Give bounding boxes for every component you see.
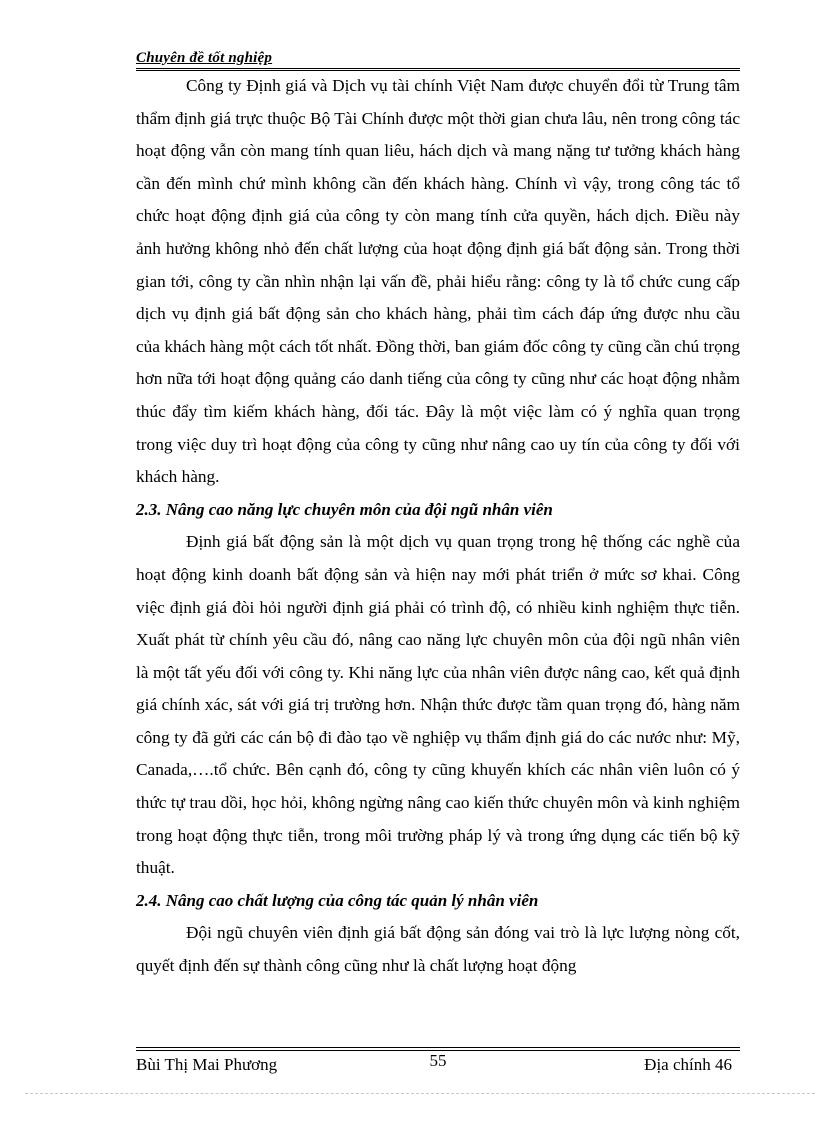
paragraph-intro: Công ty Định giá và Dịch vụ tài chính Việt Nam được chuyển đổi từ Trung tâm thẩm định giá trực thuộc Bộ Tài Chính được một thời gian chưa lâu, nên trong công tác hoạt động vẫn còn mang tính quan liêu, hách dịch và mang nặng tư tưởng khách hàng cần đến mình chứ mình không cần đến khách hàng. Chính vì vậy, trong công tác tổ chức hoạt động định giá của công ty còn mang tính cửa quyền, hách dịch. Điều này ảnh hưởng không nhỏ đến chất lượng của hoạt động định giá bất động sản. Trong thời gian tới, công ty cần nhìn nhận lại vấn đề, phải hiểu rằng: công ty là tổ chức cung cấp dịch vụ định giá bất động sản cho khách hàng, phải tìm cách đáp ứng được nhu cầu của khách hàng một cách tốt nhất. Đồng thời, ban giám đốc công ty cũng cần chú trọng hơn nữa tới hoạt động quảng cáo danh tiếng của công ty cũng như các hoạt động nhằm thúc đẩy tìm kiếm khách hàng, đối tác. Đây là một việc làm có ý nghĩa quan trọng trong việc duy trì hoạt động của công ty cũng như nâng cao uy tín của công ty đối với khách hàng. xyxy=(136,76,740,487)
page-footer xyxy=(136,1043,740,1083)
section-heading-2-3: 2.3. Nâng cao năng lực chuyên môn của đội ngũ nhân viên xyxy=(136,499,553,519)
footer-department: Địa chính 46 xyxy=(644,1055,732,1074)
section-heading-2-4: 2.4. Nâng cao chất lượng của công tác quản lý nhân viên xyxy=(136,890,539,910)
footer-author: Bùi Thị Mai Phương xyxy=(136,1055,278,1074)
page-break-line xyxy=(25,1093,815,1094)
page-content xyxy=(136,70,740,983)
paragraph-section-2-4: Đội ngũ chuyên viên định giá bất động sản đóng vai trò là lực lượng nòng cốt, quyết định đến sự thành công cũng như là chất lượng hoạt động xyxy=(136,923,740,976)
paragraph-section-2-3: Định giá bất động sản là một dịch vụ quan trọng trong hệ thống các nghề của hoạt động kinh doanh bất động sản và hiện nay mới phát triển ở mức sơ khai. Công việc định giá đòi hỏi người định giá phải có trình độ, có nhiều kinh nghiệm thực tiễn. Xuất phát từ chính yêu cầu đó, nâng cao năng lực chuyên môn của đội ngũ nhân viên là một tất yếu đối với công ty. Khi năng lực của nhân viên được nâng cao, kết quả định giá chính xác, sát với giá trị trường hơn. Nhận thức được tầm quan trọng đó, hàng năm công ty đã gửi các cán bộ đi đào tạo về nghiệp vụ thẩm định giá do các nước như: Mỹ, Canada,….tổ chức. Bên cạnh đó, công ty cũng khuyến khích các nhân viên luôn có ý thức tự trau dồi, học hỏi, không ngừng nâng cao kiến thức chuyên môn và kinh nghiệm trong hoạt động thực tiễn, trong môi trường pháp lý và trong ứng dụng các tiến bộ kỹ thuật. xyxy=(136,532,740,878)
page-header xyxy=(136,50,740,67)
page-number: 55 xyxy=(429,1051,447,1070)
header-title: Chuyên đề tốt nghiệp xyxy=(136,50,273,66)
